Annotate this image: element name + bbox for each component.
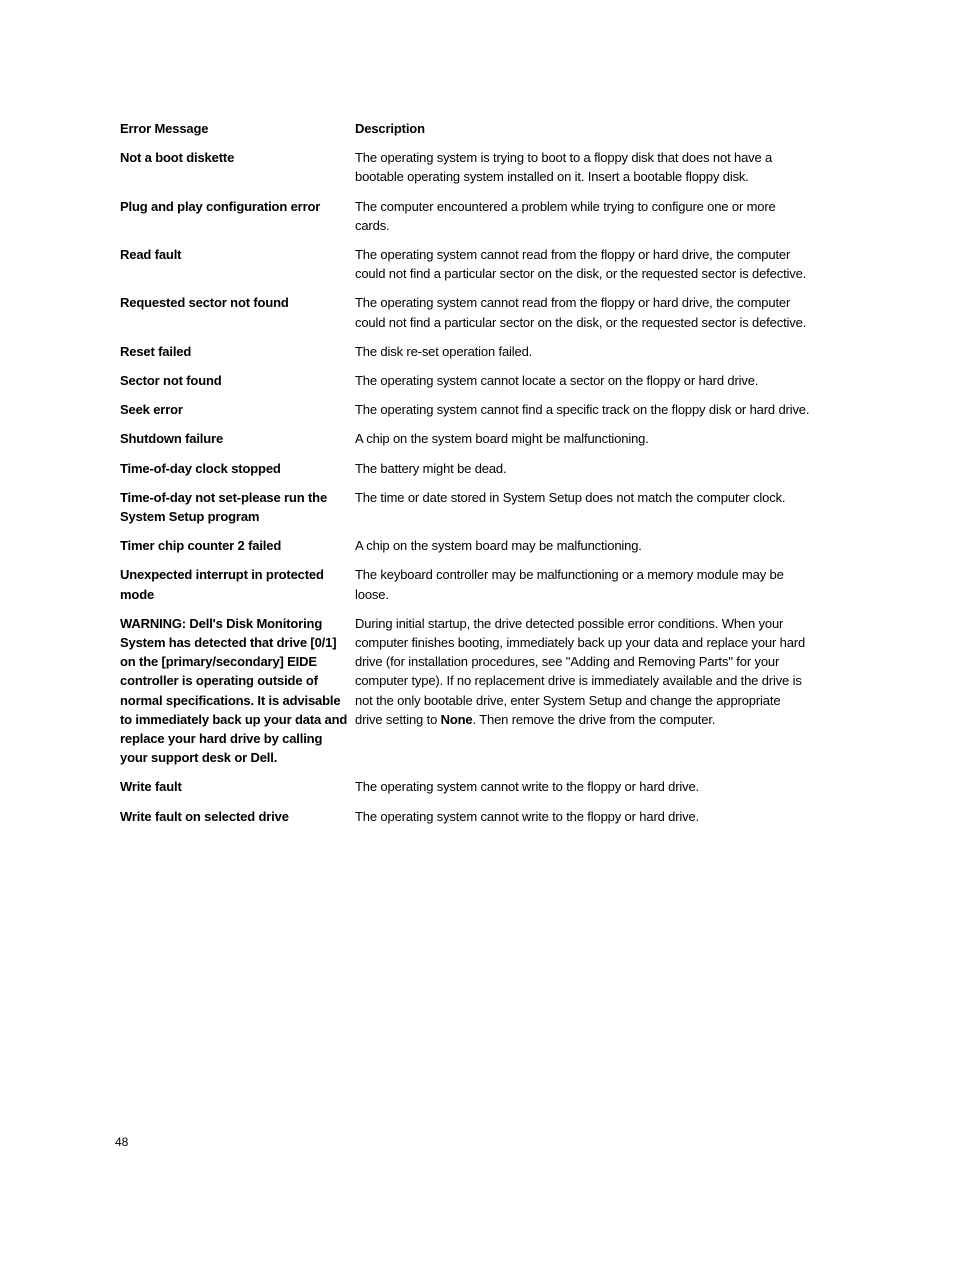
description-cell: The time or date stored in System Setup does not match the computer clock. xyxy=(355,489,786,505)
description-cell: The disk re-set operation failed. xyxy=(355,343,533,359)
page-number: 48 xyxy=(115,1135,129,1149)
description-cell: The operating system cannot read from the floppy or hard drive, the computer could not find a particular sector on the disk, or the requested sector is defective. xyxy=(355,247,807,282)
table-row xyxy=(120,148,810,196)
description-cell: A chip on the system board might be malfunctioning. xyxy=(355,431,649,447)
table-row xyxy=(120,488,810,536)
error-message-cell: Read fault xyxy=(120,247,182,263)
error-message-cell: Time-of-day not set-please run the System Setup program xyxy=(120,489,328,525)
table-row xyxy=(120,777,810,806)
table-row xyxy=(120,371,810,400)
table-row xyxy=(120,400,810,429)
table-row xyxy=(120,429,810,458)
error-message-cell: Reset failed xyxy=(120,343,192,359)
error-message-cell: Write fault xyxy=(120,779,182,795)
error-message-cell: Plug and play configuration error xyxy=(120,198,321,214)
description-cell: The operating system cannot read from the floppy or hard drive, the computer could not find a particular sector on the disk, or the requested sector is defective. xyxy=(355,295,807,330)
description-cell: The operating system cannot write to the floppy or hard drive. xyxy=(355,779,700,795)
error-message-cell: Unexpected interrupt in protected mode xyxy=(120,567,324,602)
error-message-cell: Shutdown failure xyxy=(120,431,224,447)
error-message-cell: Seek error xyxy=(120,402,183,418)
header-error-message: Error Message xyxy=(120,121,209,136)
error-message-cell: Requested sector not found xyxy=(120,295,289,311)
description-cell: The computer encountered a problem while trying to configure one or more cards. xyxy=(355,198,776,233)
error-message-cell: Time-of-day clock stopped xyxy=(120,460,281,476)
table-row xyxy=(120,293,810,341)
description-cell: The operating system cannot write to the floppy or hard drive. xyxy=(355,808,700,824)
description-cell: The operating system cannot find a specific track on the floppy disk or hard drive. xyxy=(355,402,810,418)
table-row xyxy=(120,342,810,371)
header-description: Description xyxy=(355,121,425,136)
table-row xyxy=(120,565,810,613)
table-row xyxy=(120,807,810,836)
table-row xyxy=(120,197,810,245)
error-message-table xyxy=(120,119,810,836)
description-text: . Then remove the drive from the computer. xyxy=(472,711,716,727)
description-cell: The keyboard controller may be malfunctioning or a memory module may be loose. xyxy=(355,567,784,602)
table-header-row xyxy=(120,119,810,148)
description-cell: The operating system cannot locate a sector on the floppy or hard drive. xyxy=(355,373,759,389)
error-message-cell: Write fault on selected drive xyxy=(120,808,289,824)
description-cell: A chip on the system board may be malfunctioning. xyxy=(355,538,642,554)
error-message-cell: Sector not found xyxy=(120,373,222,389)
table-row xyxy=(120,245,810,293)
error-message-cell: WARNING: Dell's Disk Monitoring System has detected that drive [0/1] on the [primary/secondary] EIDE controller is operating outside of normal specifications. It is advisable to immediately back up your data and replace your hard drive by calling your support desk or Dell. xyxy=(120,615,348,766)
description-text: During initial startup, the drive detected possible error conditions. When your computer finishes booting, immediately back up your data and replace your hard drive (for installation procedures, see "Adding and Removing Parts" for your computer type). If no replacement drive is immediately available and the drive is not the only bootable drive, enter System Setup and change the appropriate drive setting to xyxy=(355,615,806,727)
description-emphasis: None xyxy=(440,711,473,727)
table-row xyxy=(120,459,810,488)
description-cell xyxy=(355,614,810,778)
error-message-cell: Not a boot diskette xyxy=(120,150,235,166)
error-message-cell: Timer chip counter 2 failed xyxy=(120,538,282,554)
description-cell: The operating system is trying to boot to a floppy disk that does not have a bootable operating system installed on it. Insert a bootable floppy disk. xyxy=(355,150,773,185)
table-row xyxy=(120,536,810,565)
table-row xyxy=(120,614,810,778)
description-cell: The battery might be dead. xyxy=(355,460,507,476)
